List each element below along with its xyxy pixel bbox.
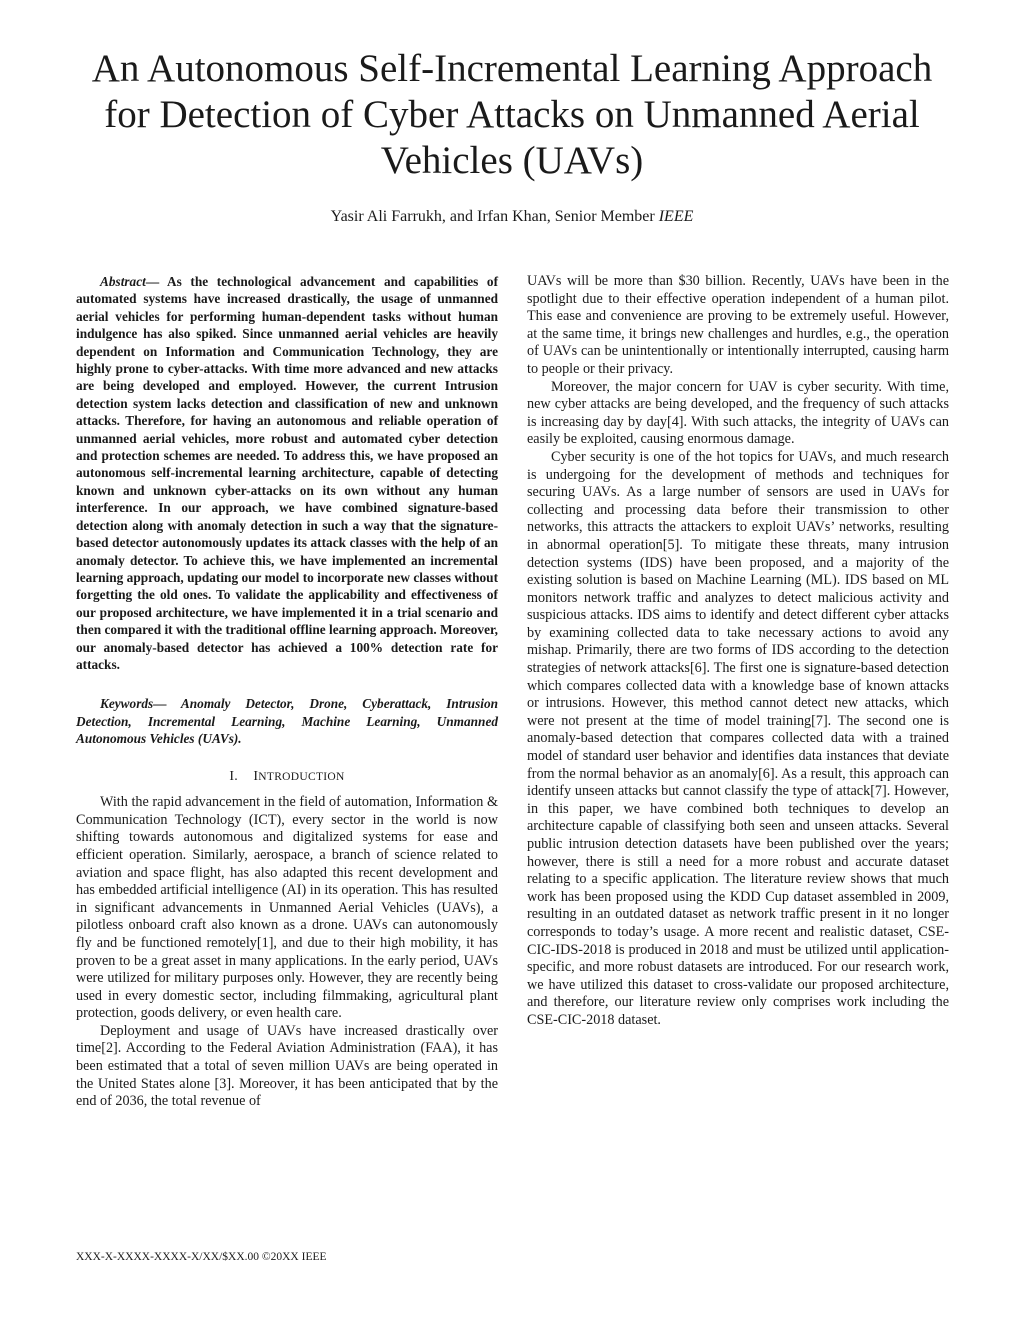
section-first-letter: I bbox=[253, 768, 259, 784]
author-names: Yasir Ali Farrukh, and Irfan Khan, Senior Member bbox=[330, 208, 659, 225]
intro-paragraph-3: Moreover, the major concern for UAV is cyber security. With time, new cyber attacks are being developed, and the frequency of such attacks is increasing day by day[4]. With such attacks, the integrity of UAVs can easily be exploited, causing enormous damage. bbox=[527, 378, 949, 448]
right-column bbox=[527, 273, 949, 1030]
abstract-label: Abstract bbox=[100, 274, 146, 289]
title-line-1: An Autonomous Self-Incremental Learning Approach bbox=[91, 47, 933, 90]
keywords-label: Keywords bbox=[100, 696, 154, 712]
left-column bbox=[76, 273, 498, 1111]
intro-paragraph-4: Cyber security is one of the hot topics for UAVs, and much research is undergoing for the development of methods and techniques for securing UAVs. As a large number of sensors are used in UAVs for collecting and processing data before their transmission to other networks, this attracts the attackers to exploit UAVs’ networks, resulting in abnormal operation[5]. To mitigate these threats, many intrusion detection systems (IDS) have been proposed, and a majority of the existing solution is based on Machine Learning (ML). IDS based on ML monitors network traffic and analyzes to detect malicious activity and suspicious attacks. IDS aims to identify and detect different cyber attacks by examining collected data to take necessary actions to avoid any mishap. Primarily, there are two forms of IDS according to the detection strategies of network attacks[6]. The first one is signature-based detection which compares collected data with a knowledge base of known attacks or intrusions. However, this method cannot detect new attacks, which were not present at the time of model training[7]. The second one is anomaly-based detection that compares collected data with a trained model of standard user behavior and identifies data instances that deviate from the normal behavior as an anomaly[6]. As a result, this approach can identify unseen attacks but cannot classify the type of attack[7]. However, in this paper, we have combined both techniques to develop an architecture capable of classifying both seen and unseen attacks. Several public intrusion detection datasets have been published over the years; however, there is still a need for a more robust and accurate dataset relating to a specific application. The literature review shows that much work has been proposed using the KDD Cup dataset assembled in 2009, resulting in an outdated dataset as network traffic present in it no longer corresponds to today’s usage. A more recent and realistic dataset, CSE-CIC-IDS-2018 is produced in 2018 and must be utilized until application-specific, and more robust datasets are introduced. For our research work, we have utilized this dataset to cross-validate our proposed architecture, and therefore, our literature review only comprises work including the CSE-CIC-2018 dataset. bbox=[527, 448, 949, 1028]
intro-paragraph-continued: UAVs will be more than $30 billion. Recently, UAVs have been in the spotlight due to their effective operation independent of a human pilot. This ease and convenience are proving to be extremely useful. However, at the same time, it brings new challenges and hurdles, e.g., the operation of UAVs can be unintentionally or intentionally interrupted, causing harm to people or their privacy. bbox=[527, 273, 949, 377]
copyright-footer: XXX-X-XXXX-XXXX-X/XX/$XX.00 ©20XX IEEE bbox=[76, 1251, 327, 1263]
abstract-text: As the technological advancement and capabilities of automated systems have increased drastically, the usage of unmanned aerial vehicles for performing human-dependent tasks without human indulgence has also spiked. Since unmanned aerial vehicles are heavily dependent on Information and Communication Technology, they are highly prone to cyber-attacks. With time more advanced and new attacks are being developed and employed. However, the current Intrusion detection system lacks detection and classification of new and unknown attacks. Therefore, for having an autonomous and reliable operation of unmanned aerial vehicles, more robust and automated cyber detection and protection schemes are needed. To address this, we have proposed an autonomous self-incremental learning architecture, capable of detecting known and unknown cyber-attacks on its own without any human interference. In our approach, we have combined signature-based detection along with anomaly detection in such a way that the signature-based detector autonomously updates its attack classes with the help of an anomaly detector. To achieve this, we have implemented an incremental learning approach, updating our model to incorporate new classes without forgetting the old ones. To validate the applicability and effectiveness of our proposed architecture, we have implemented it in a trial scenario and then compared it with the traditional offline learning approach. Moreover, our anomaly-based detector has achieved a 100% detection rate for attacks. bbox=[76, 274, 498, 672]
keywords bbox=[76, 695, 498, 747]
paper-title bbox=[60, 46, 964, 184]
title-line-2: for Detection of Cyber Attacks on Unmanned Aerial bbox=[104, 93, 920, 136]
author-org: IEEE bbox=[658, 208, 694, 225]
section-heading-introduction bbox=[76, 768, 498, 787]
abstract-dash: — bbox=[145, 274, 168, 289]
intro-paragraph-2: Deployment and usage of UAVs have increased drastically over time[2]. According to the Federal Aviation Administration (FAA), it has been estimated that a total of seven million UAVs are being operated in the United States alone [3]. Moreover, it has been anticipated that by the end of 2036, the total revenue of bbox=[76, 1022, 498, 1110]
section-title-rest: NTRODUCTION bbox=[258, 770, 345, 783]
abstract bbox=[76, 273, 498, 673]
title-line-3: Vehicles (UAVs) bbox=[380, 139, 644, 182]
intro-paragraph-1: With the rapid advancement in the field of automation, Information & Communication Technology (ICT), every sector in the world is now shifting towards autonomous and digitalized systems for ease and efficient operation. Similarly, aerospace, a branch of science related to aviation and space flight, has also adapted this recent development and has embedded artificial intelligence (AI) in its operation. This has resulted in significant advancements in Unmanned Aerial Vehicles (UAVs), a pilotless onboard craft also known as a drone. UAVs can autonomously fly and be functioned remotely[1], and due to their high mobility, it has proven to be a great asset in many applications. In the early period, UAVs were utilized for military purposes only. However, they are recently being used in every domestic sector, including filmmaking, agricultural plant protection, goods delivery, or even health care. bbox=[76, 794, 498, 1022]
section-number: I. bbox=[229, 768, 239, 784]
keywords-text: Anomaly Detector, Drone, Cyberattack, Intrusion Detection, Incremental Learning, Machine Learning, Unmanned Autonomous Vehicles (UAVs). bbox=[76, 696, 498, 747]
keywords-dash: — bbox=[153, 696, 181, 712]
author-line bbox=[60, 207, 964, 227]
